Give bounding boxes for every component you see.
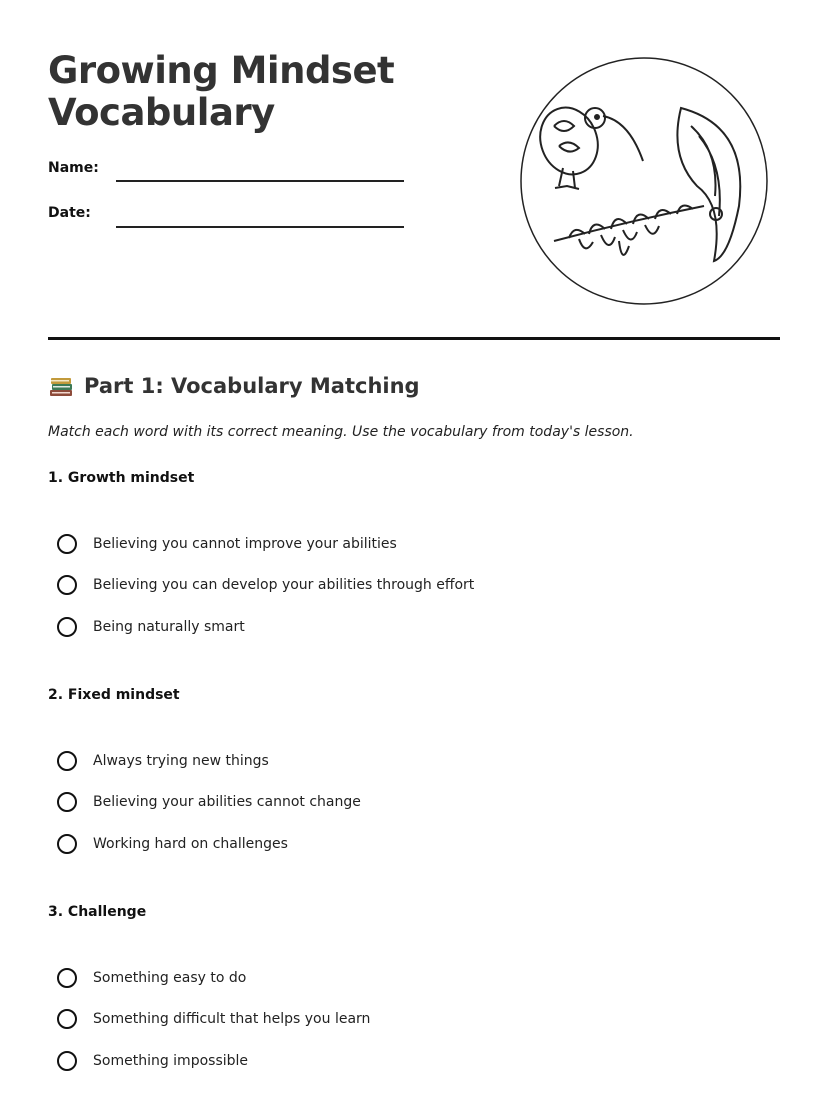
question-3-option-2[interactable] bbox=[57, 1006, 370, 1032]
question-3-option-3[interactable] bbox=[57, 1048, 248, 1074]
radio-button[interactable] bbox=[57, 575, 77, 595]
header-divider bbox=[48, 337, 780, 340]
radio-button[interactable] bbox=[57, 1051, 77, 1071]
radio-button[interactable] bbox=[57, 617, 77, 637]
title-line-2: Vocabulary bbox=[48, 91, 275, 134]
kiwi-bird-icon bbox=[531, 99, 643, 189]
radio-button[interactable] bbox=[57, 834, 77, 854]
option-label: Believing your abilities cannot change bbox=[93, 794, 361, 810]
option-label: Always trying new things bbox=[93, 753, 269, 769]
name-label: Name: bbox=[48, 160, 99, 176]
option-label: Being naturally smart bbox=[93, 619, 245, 635]
question-1-option-3[interactable] bbox=[57, 614, 245, 640]
option-label: Something easy to do bbox=[93, 970, 247, 986]
maori-art-logo bbox=[519, 56, 769, 306]
question-3-title: 3. Challenge bbox=[48, 904, 147, 920]
radio-button[interactable] bbox=[57, 751, 77, 771]
instructions-text: Match each word with its correct meaning. Use the vocabulary from today's lesson. bbox=[48, 424, 634, 440]
part1-heading-text: Part 1: Vocabulary Matching bbox=[84, 374, 420, 398]
worksheet-title bbox=[48, 50, 394, 134]
question-1-option-1[interactable] bbox=[57, 531, 397, 557]
title-line-1: Growing Mindset bbox=[48, 49, 395, 92]
question-2-option-1[interactable] bbox=[57, 748, 269, 774]
option-label: Working hard on challenges bbox=[93, 836, 288, 852]
part1-heading bbox=[48, 373, 420, 399]
question-2-option-3[interactable] bbox=[57, 831, 288, 857]
question-1-title: 1. Growth mindset bbox=[48, 470, 195, 486]
question-1-option-2[interactable] bbox=[57, 572, 474, 598]
radio-button[interactable] bbox=[57, 1009, 77, 1029]
name-field[interactable] bbox=[116, 180, 404, 182]
date-field[interactable] bbox=[116, 226, 404, 228]
koru-leaf-icon bbox=[677, 108, 740, 261]
option-label: Believing you cannot improve your abilities bbox=[93, 536, 397, 552]
option-label: Something difficult that helps you learn bbox=[93, 1011, 371, 1027]
books-icon bbox=[48, 373, 74, 399]
radio-button[interactable] bbox=[57, 792, 77, 812]
option-label: Something impossible bbox=[93, 1053, 249, 1069]
question-2-title: 2. Fixed mindset bbox=[48, 687, 180, 703]
radio-button[interactable] bbox=[57, 534, 77, 554]
question-3-option-1[interactable] bbox=[57, 965, 246, 991]
option-label: Believing you can develop your abilities through effort bbox=[93, 577, 475, 593]
question-2-option-2[interactable] bbox=[57, 789, 361, 815]
radio-button[interactable] bbox=[57, 968, 77, 988]
fern-frond-icon bbox=[554, 205, 704, 254]
date-label: Date: bbox=[48, 205, 91, 221]
